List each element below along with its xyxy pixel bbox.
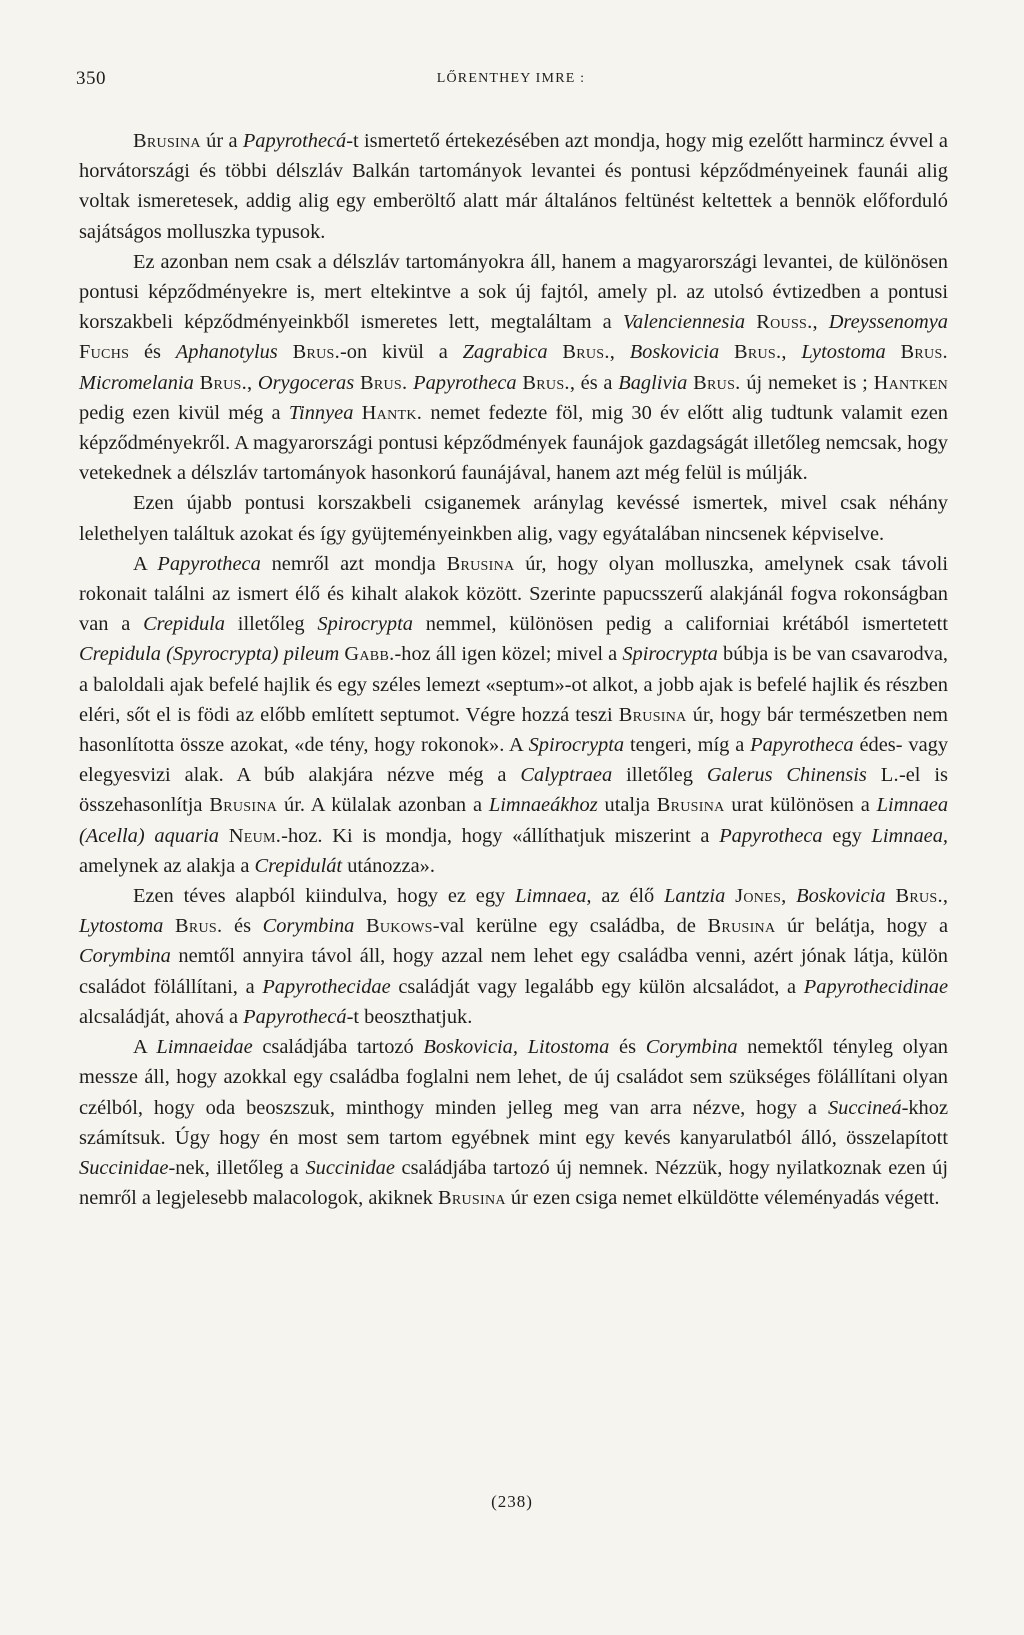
text-run: úr belátja, hogy a [775,915,949,938]
text-run: egy [822,824,872,847]
author-name: Brus. [522,371,570,394]
author-name: Brus. [199,371,247,394]
taxon-name: Papyrotheca [157,552,261,575]
author-name: Brusina [446,552,515,575]
page-number: 350 [76,68,106,89]
author-name: Brusina [133,130,201,152]
text-run: A [133,552,158,575]
taxon-name: Succinidae [79,1156,169,1179]
text-run: urat különösen a [724,794,877,817]
text-run: nemet fedezte föl, mig 30 év előtt alig tudtunk valamit ezen képződményekről. A magyarországi pontusi képződmények faunájok gazdagságát illetőleg nemcsak, hogy vetekednek a délszláv tartományok hasonkorú faunájával, hanem azt még felül is múlják. [79,401,948,485]
author-name: Brusina [618,703,687,726]
author-name: Brus. [895,885,943,908]
paragraph [79,1032,948,1213]
text-run: úr, hogy olyan molluszka, amelynek csak távoli rokonait találni az ismert élő és kihalt alakok között. Szerinte papucsszerű alakjánál fogva rokonságban van a [79,552,949,636]
page-footer [0,1492,1024,1512]
running-head: LŐRENTHEY IMRE : [436,71,586,86]
author-name: Brus. [733,341,782,364]
text-run: úr, hogy bár természetben nem hasonlította össze azokat, «de tény, hogy rokonok». A [79,703,948,757]
taxon-name: Calyptraea [520,764,613,787]
text-run: , [247,371,258,394]
paragraph [79,247,948,489]
taxon-name: Papyrothecá [243,1005,347,1028]
text-run: -khoz számítsuk. Úgy hogy én most sem tartom egyébnek mint egy kevés kanyarulatból álló, összelapított [79,1096,948,1149]
text-run: , [781,341,802,364]
text-run [163,915,175,937]
text-run [719,341,734,363]
text-run: alcsaládját, ahová a [79,1005,244,1028]
text-run: úr a [200,130,243,152]
text-run: -on kivül a [340,341,463,364]
text-run: új nemeket is ; [740,371,874,394]
author-name: Brusina [656,794,725,817]
text-run: tengeri, míg a [624,734,751,757]
taxon-name: Limnaeidae [156,1036,253,1059]
paragraph [79,488,948,548]
text-run [886,885,896,907]
taxon-name: Succinidae [305,1156,395,1179]
text-run: az élő [591,885,665,908]
text-run: nemről azt mondja [260,552,447,575]
text-run [548,341,563,363]
text-run [745,311,756,333]
text-run: -el is összehasonlítja [79,764,948,817]
author-name: Brusina [209,794,278,817]
author-name: Brus. [292,341,340,364]
author-name: Brus. [900,341,948,364]
taxon-name: Corymbina [645,1036,738,1059]
taxon-name: Tinnyea [288,401,354,424]
author-name: Brus. [693,371,741,394]
text-run [867,764,881,786]
author-name: Bukows [365,915,433,938]
text-run [886,341,901,363]
taxon-name: Papyrotheca [413,371,517,394]
paragraph [79,549,948,881]
text-run: A [133,1036,157,1059]
text-run [278,341,293,363]
taxon-name: Limnaea (Acella) aquaria [79,794,949,847]
taxon-name: Spirocrypta [528,734,625,757]
text-run: édes- vagy elegyesvizi alak. A búb alakjára nézve még a [79,734,949,787]
taxon-name: Orygoceras [257,371,355,394]
text-run: úr. A külalak azonban a [277,794,489,817]
text-run: illetőleg [225,613,318,636]
text-run: utalja [597,794,657,817]
author-name: Brusina [437,1187,506,1210]
text-run: -t beoszthatjuk. [346,1005,473,1028]
paragraph [79,881,948,1032]
author-name: Brusina [707,915,776,938]
text-run: és [222,915,263,938]
text-run: amelynek az alakja a [79,854,255,877]
text-run: , [609,341,630,364]
taxon-name: Lytostoma [801,341,886,364]
text-run: , [781,885,797,908]
taxon-name: Papyrothecidae [262,975,391,998]
taxon-name: Papyrotheca [750,734,854,757]
taxon-name: Dreyssenomya [828,311,948,334]
author-name: Hantken [873,371,948,394]
taxon-name: Papyrotheca [719,824,823,847]
text-run: nemmel, különösen pedig a californiai krétából ismertetett [412,613,949,636]
page-mark: (238) [491,1492,533,1511]
taxon-name: Limnaeákhoz [488,794,598,817]
taxon-name: Succineá [827,1096,902,1119]
text-run: utánozza». [342,854,435,877]
text-run [354,915,366,937]
taxon-name: Spirocrypta [317,613,413,636]
text-run: és [609,1036,646,1059]
taxon-name: Boskovicia [796,885,886,908]
text-run: -nek, illetőleg a [168,1156,306,1179]
author-name: Brus. [359,371,408,394]
author-name: Fuchs [79,341,130,364]
taxon-name: Boskovicia [629,341,720,364]
author-name: Hantk. [361,401,423,424]
text-run: családjába tartozó új nemnek. Nézzük, hogy nyilatkoznak ezen új nemről a legjelesebb malacologok, akiknek [79,1156,949,1210]
text-run: -val kerülne egy családba, de [432,915,708,938]
paragraph [79,126,948,247]
taxon-name: Valenciennesia [622,311,746,334]
taxon-name: Boskovicia, Litostoma [423,1036,610,1059]
text-run: , és a [569,371,619,394]
taxon-name: Limnaea, [515,885,592,908]
text-run: családjába tartozó [252,1036,424,1059]
text-run: -t ismertető értekezésében azt mondja, hogy mig ezelőtt harmincz évvel a horvátországi és többi délszláv Balkán tartományok levantei és pontusi képződményeinek faunái alig voltak ismeretesek, addig alig egy emberöltő alatt már általános feltünést keltettek a bennök előforduló sajátságos molluszka typusok. [79,130,948,243]
page-header [76,68,946,98]
text-run: nemtől annyira távol áll, hogy azzal nem lehet egy családba venni, azért jónak látja, külön családot fölállítani, a [79,945,948,998]
text-run: -hoz. Ki is mondja, hogy «állíthatjuk miszerint a [281,824,720,847]
text-run: úr ezen csiga nemet elküldötte véleményadás végett. [505,1187,940,1210]
author-name: Rouss. [756,311,813,334]
taxon-name: Limnaea, [871,824,948,847]
author-name: Brus. [562,341,610,364]
author-name: Brus. [174,915,223,938]
text-run: családját vagy legalább egy külön alcsaládot, a [390,975,804,998]
taxon-name: Baglivia [618,371,688,394]
taxon-name: Crepidula (Spyrocrypta) pileum [79,643,340,666]
text-run: Ezen téves alapból kiindulva, hogy ez egy [133,885,516,908]
taxon-name: Galerus Chinensis [706,764,867,787]
taxon-name: Crepidula [143,613,226,636]
author-name: Neum. [228,824,282,847]
text-run: Ez azonban nem csak a délszláv tartományokra áll, hanem a magyarországi levantei, de különösen pontusi képződményekre is, mert eltekintve a sok új fajtól, amely pl. az utolsó évtizedben a pontusi korszakbeli képződményeinkből ismeretes lett, megtaláltam a [79,250,948,334]
text-run [725,885,735,907]
text-run: pedig ezen kivül még a [79,401,289,424]
text-run: , [942,885,948,908]
text-run: búbja is be van csavarodva, a baloldali ajak befelé hajlik és egy széles lemezt «septum»-ot alkot, a jobb ajak is befelé hajlik és részben eléri, sőt el is födi az előbb említett septumot. Végre hozzá teszi [79,643,948,726]
text-run: -hoz áll igen közel; mivel a [394,643,623,666]
taxon-name: Aphanotylus [175,341,278,364]
text-run: , [812,311,829,334]
taxon-name: Lytostoma [79,915,164,938]
text-run [353,402,361,424]
author-name: L. [880,764,899,787]
taxon-name: Zagrabica [462,341,548,364]
author-name: Jones [735,885,782,908]
text-run: és [129,341,176,364]
taxon-name: Spirocrypta [622,643,718,666]
author-name: Gabb. [344,643,395,666]
text-run [219,825,229,847]
taxon-name: Crepidulát [254,854,343,877]
text-run: illetőleg [612,764,707,787]
body-text [79,126,948,1213]
taxon-name: Papyrothecá [242,130,347,152]
taxon-name: Corymbina [262,915,355,938]
text-run: Ezen újabb pontusi korszakbeli csiganemek aránylag kevéssé ismertek, mivel csak néhány lelethelyen találtuk azokat és így gyüjteményeinkben alig, vagy egyátalában nincsenek képviselve. [79,492,948,545]
text-run: nemektől tényleg olyan messze áll, hogy azokkal egy családba foglalni nem lehet, de új családot sem szükséges fölállítani olyan czélból, hogy oda beoszszuk, minthogy minden jelleg meg van arra nézve, hogy a [79,1036,948,1119]
taxon-name: Micromelania [79,371,194,394]
taxon-name: Lantzia [664,885,726,908]
taxon-name: Papyrothecidinae [803,975,948,998]
taxon-name: Corymbina [79,945,171,968]
